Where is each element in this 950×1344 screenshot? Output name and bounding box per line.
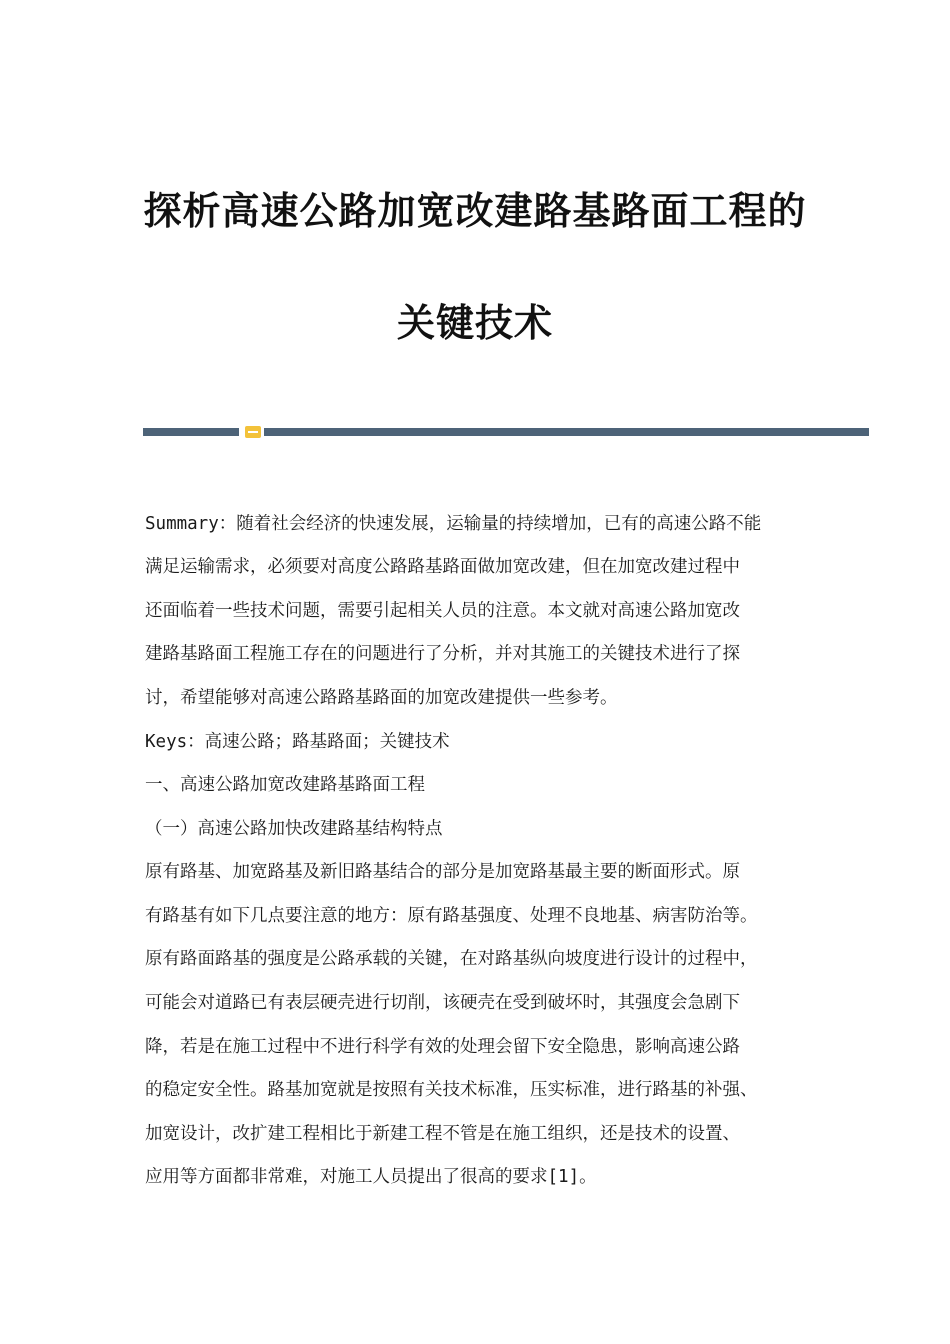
section-heading: 一、高速公路加宽改建路基路面工程 [145,775,425,795]
subsection-heading: （一）高速公路加快改建路基结构特点 [145,819,443,839]
paragraph-line: 原有路面路基的强度是公路承载的关键，在对路基纵向坡度进行设计的过程中， [145,949,758,969]
paragraph-line: 加宽设计，改扩建工程相比于新建工程不管是在施工组织，还是技术的设置、 [145,1124,740,1144]
document-title-line-2: 关键技术 [396,300,553,345]
summary-line: Summary：随着社会经济的快速发展，运输量的持续增加，已有的高速公路不能 [145,514,762,534]
divider-ornament-icon [245,426,261,438]
paragraph-line: 应用等方面都非常难，对施工人员提出了很高的要求[1]。 [145,1167,597,1187]
summary-line: 讨，希望能够对高速公路路基路面的加宽改建提供一些参考。 [145,688,618,708]
summary-line: 建路基路面工程施工存在的问题进行了分析，并对其施工的关键技术进行了探 [145,644,740,664]
paragraph-line: 的稳定安全性。路基加宽就是按照有关技术标准，压实标准，进行路基的补强、 [145,1080,758,1100]
paragraph-line: 可能会对道路已有表层硬壳进行切削，该硬壳在受到破坏时，其强度会急剧下 [145,993,740,1013]
document-title-line-1: 探析高速公路加宽改建路基路面工程的 [143,188,807,233]
keywords-line: Keys：高速公路；路基路面；关键技术 [145,732,450,752]
summary-line: 满足运输需求，必须要对高度公路路基路面做加宽改建，但在加宽改建过程中 [145,557,740,577]
paragraph-line: 原有路基、加宽路基及新旧路基结合的部分是加宽路基最主要的断面形式。原 [145,862,740,882]
paragraph-line: 有路基有如下几点要注意的地方：原有路基强度、处理不良地基、病害防治等。 [145,906,758,926]
divider-bar-right [264,428,869,436]
paragraph-line: 降，若是在施工过程中不进行科学有效的处理会留下安全隐患，影响高速公路 [145,1037,740,1057]
title-divider [143,426,869,438]
divider-bar-left [143,428,239,436]
summary-line: 还面临着一些技术问题，需要引起相关人员的注意。本文就对高速公路加宽改 [145,601,740,621]
